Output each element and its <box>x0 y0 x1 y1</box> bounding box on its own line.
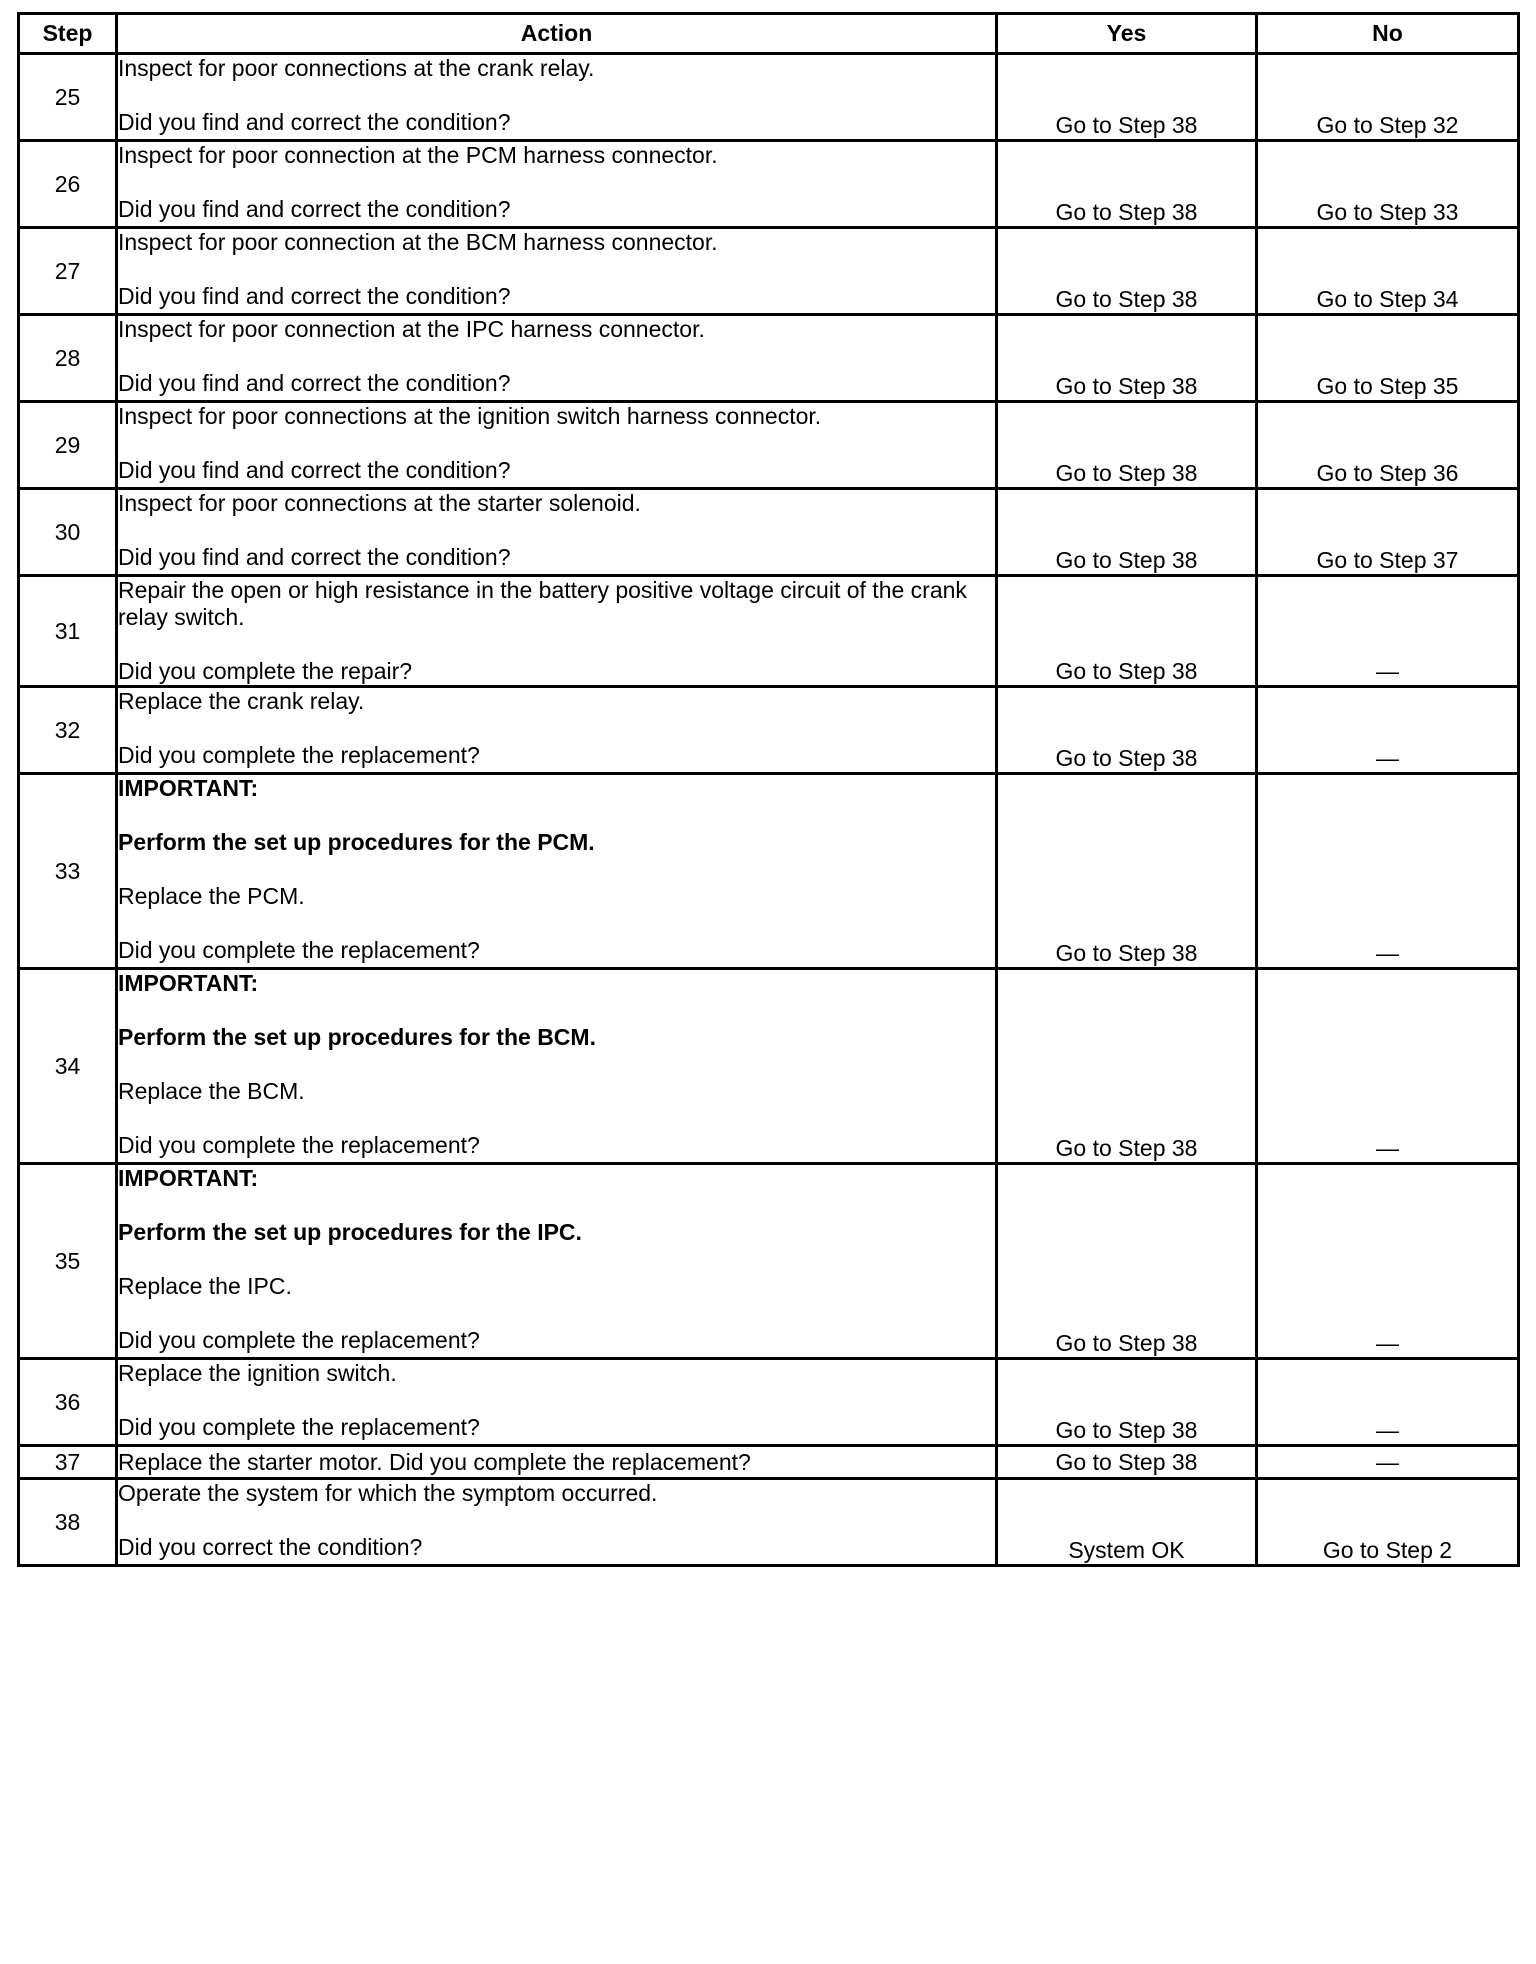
action-cell <box>117 1446 997 1479</box>
line-spacer <box>118 430 995 457</box>
action-text: Did you find and correct the condition? <box>118 457 511 483</box>
action-important-text: IMPORTANT: <box>118 970 259 996</box>
no-cell: Go to Step 36 <box>1257 402 1519 489</box>
action-cell <box>117 228 997 315</box>
action-text: Did you correct the condition? <box>118 1534 423 1560</box>
table-row <box>19 774 1519 969</box>
line-spacer <box>118 1246 995 1273</box>
action-important-text: IMPORTANT: <box>118 1165 259 1191</box>
action-cell <box>117 1164 997 1359</box>
action-text: Did you find and correct the condition? <box>118 544 511 570</box>
no-cell: — <box>1257 1446 1519 1479</box>
action-text: Did you find and correct the condition? <box>118 109 511 135</box>
action-text: Operate the system for which the symptom occurred. <box>118 1480 658 1506</box>
step-cell: 26 <box>19 141 117 228</box>
header-yes: Yes <box>997 14 1257 54</box>
step-cell: 32 <box>19 687 117 774</box>
yes-cell: Go to Step 38 <box>997 315 1257 402</box>
no-cell: — <box>1257 1359 1519 1446</box>
action-text: Did you complete the replacement? <box>118 937 480 963</box>
action-cell <box>117 1479 997 1566</box>
no-cell: Go to Step 32 <box>1257 54 1519 141</box>
action-text: Replace the ignition switch. <box>118 1360 397 1386</box>
line-spacer <box>118 256 995 283</box>
yes-cell: Go to Step 38 <box>997 969 1257 1164</box>
no-cell: Go to Step 2 <box>1257 1479 1519 1566</box>
action-important-text: IMPORTANT: <box>118 775 259 801</box>
action-cell <box>117 774 997 969</box>
action-text: Replace the starter motor. Did you complete the replacement? <box>118 1448 751 1475</box>
line-spacer <box>118 856 995 883</box>
header-action: Action <box>117 14 997 54</box>
step-cell: 34 <box>19 969 117 1164</box>
no-cell: Go to Step 35 <box>1257 315 1519 402</box>
header-step: Step <box>19 14 117 54</box>
yes-cell: Go to Step 38 <box>997 774 1257 969</box>
line-spacer <box>118 997 995 1024</box>
table-row <box>19 402 1519 489</box>
table-row <box>19 1164 1519 1359</box>
table-body <box>19 54 1519 1566</box>
action-cell <box>117 1359 997 1446</box>
table-row <box>19 54 1519 141</box>
action-text: Inspect for poor connection at the BCM harness connector. <box>118 229 718 255</box>
action-cell <box>117 489 997 576</box>
yes-cell: Go to Step 38 <box>997 54 1257 141</box>
action-cell <box>117 576 997 687</box>
action-cell <box>117 969 997 1164</box>
yes-cell: Go to Step 38 <box>997 576 1257 687</box>
step-cell: 37 <box>19 1446 117 1479</box>
diagnostic-table <box>17 12 1520 1567</box>
action-text: Replace the BCM. <box>118 1078 305 1104</box>
table-row <box>19 1446 1519 1479</box>
action-text: Replace the IPC. <box>118 1273 292 1299</box>
no-cell: — <box>1257 969 1519 1164</box>
action-cell <box>117 141 997 228</box>
table-row <box>19 315 1519 402</box>
action-text: Inspect for poor connections at the crank relay. <box>118 55 595 81</box>
table-row <box>19 228 1519 315</box>
no-cell: — <box>1257 774 1519 969</box>
action-text: Did you complete the replacement? <box>118 742 480 768</box>
no-cell: Go to Step 37 <box>1257 489 1519 576</box>
header-no: No <box>1257 14 1519 54</box>
action-text: Repair the open or high resistance in the battery positive voltage circuit of the crank relay switch. <box>118 577 974 630</box>
yes-cell: Go to Step 38 <box>997 1164 1257 1359</box>
table-row <box>19 489 1519 576</box>
step-cell: 27 <box>19 228 117 315</box>
line-spacer <box>118 1105 995 1132</box>
line-spacer <box>118 1300 995 1327</box>
yes-cell: System OK <box>997 1479 1257 1566</box>
table-row <box>19 1479 1519 1566</box>
line-spacer <box>118 802 995 829</box>
line-spacer <box>118 343 995 370</box>
step-cell: 35 <box>19 1164 117 1359</box>
yes-cell: Go to Step 38 <box>997 489 1257 576</box>
line-spacer <box>118 169 995 196</box>
action-text: Did you complete the replacement? <box>118 1414 480 1440</box>
no-cell: Go to Step 34 <box>1257 228 1519 315</box>
line-spacer <box>118 1507 995 1534</box>
line-spacer <box>118 82 995 109</box>
step-cell: 36 <box>19 1359 117 1446</box>
step-cell: 31 <box>19 576 117 687</box>
step-cell: 33 <box>19 774 117 969</box>
action-text: Did you complete the replacement? <box>118 1132 480 1158</box>
line-spacer <box>118 910 995 937</box>
table-row <box>19 1359 1519 1446</box>
no-cell: — <box>1257 687 1519 774</box>
action-text: Inspect for poor connections at the ignition switch harness connector. <box>118 403 822 429</box>
table-row <box>19 576 1519 687</box>
line-spacer <box>118 1051 995 1078</box>
line-spacer <box>118 517 995 544</box>
yes-cell: Go to Step 38 <box>997 1446 1257 1479</box>
line-spacer <box>118 1387 995 1414</box>
step-cell: 38 <box>19 1479 117 1566</box>
table-row <box>19 687 1519 774</box>
action-important-text: Perform the set up procedures for the PCM. <box>118 829 595 855</box>
step-cell: 29 <box>19 402 117 489</box>
yes-cell: Go to Step 38 <box>997 402 1257 489</box>
action-text: Did you find and correct the condition? <box>118 370 511 396</box>
table-row <box>19 141 1519 228</box>
action-text: Did you complete the repair? <box>118 658 413 684</box>
yes-cell: Go to Step 38 <box>997 141 1257 228</box>
table-row <box>19 969 1519 1164</box>
line-spacer <box>118 631 995 658</box>
action-text: Replace the crank relay. <box>118 688 365 714</box>
action-text: Did you complete the replacement? <box>118 1327 480 1353</box>
action-cell <box>117 54 997 141</box>
action-cell <box>117 402 997 489</box>
action-text: Replace the PCM. <box>118 883 305 909</box>
action-text: Inspect for poor connection at the PCM harness connector. <box>118 142 718 168</box>
yes-cell: Go to Step 38 <box>997 1359 1257 1446</box>
action-cell <box>117 315 997 402</box>
action-important-text: Perform the set up procedures for the IPC. <box>118 1219 582 1245</box>
no-cell: Go to Step 33 <box>1257 141 1519 228</box>
action-text: Did you find and correct the condition? <box>118 283 511 309</box>
step-cell: 25 <box>19 54 117 141</box>
step-cell: 30 <box>19 489 117 576</box>
action-text: Inspect for poor connection at the IPC harness connector. <box>118 316 705 342</box>
yes-cell: Go to Step 38 <box>997 228 1257 315</box>
step-cell: 28 <box>19 315 117 402</box>
action-cell <box>117 687 997 774</box>
line-spacer <box>118 1192 995 1219</box>
action-important-text: Perform the set up procedures for the BCM. <box>118 1024 596 1050</box>
action-text: Did you find and correct the condition? <box>118 196 511 222</box>
no-cell: — <box>1257 1164 1519 1359</box>
header-row <box>19 14 1519 54</box>
no-cell: — <box>1257 576 1519 687</box>
yes-cell: Go to Step 38 <box>997 687 1257 774</box>
line-spacer <box>118 715 995 742</box>
action-text: Inspect for poor connections at the starter solenoid. <box>118 490 641 516</box>
